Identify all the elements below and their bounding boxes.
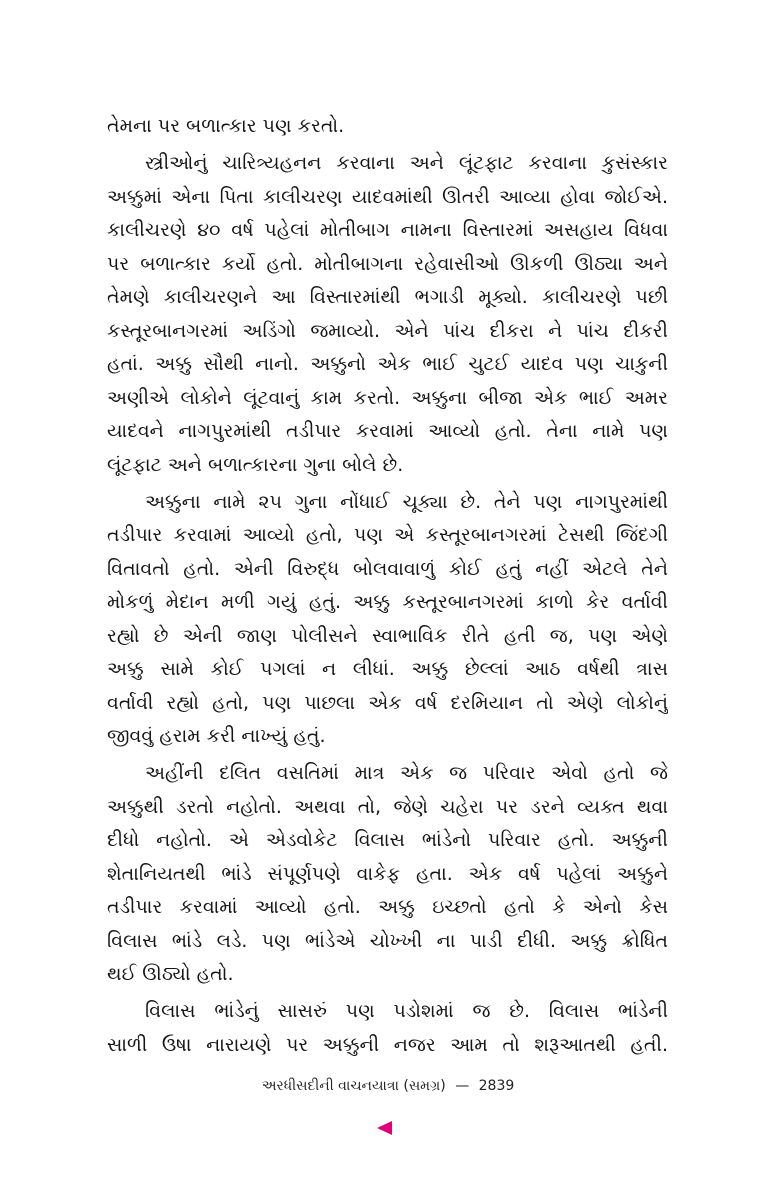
- text-line: સ્ત્રીઓનું ચારિત્ર્યહનન કરવાના અને લૂંટફાટ કરવાના કુસંસ્કાર: [145, 152, 668, 174]
- text-line: તેમના પર બળાત્કાર પણ કરતો.: [107, 115, 345, 137]
- text-line: વિલાસ ભાંડે લડે. પણ ભાંડેએ ચોખ્ખી ના પાડી દીધી. અક્કુ ક્રોધિત: [107, 929, 668, 952]
- body-text: [107, 110, 668, 1062]
- paragraph: [107, 995, 668, 1062]
- text-line: અક્કુના નામે ૨૫ ગુના નોંધાઈ ચૂક્યા છે. તેને પણ નાગપુરમાંથી: [145, 490, 668, 513]
- text-line: અણીએ લોકોને લૂંટવાનું કામ કરતો. અક્કુના બીજા એક ભાઈ અમર: [107, 386, 668, 409]
- text-line: સાળી ઉષા નારાયણે પર અક્કુની નજર આમ તો શરૂઆતથી હતી.: [107, 1033, 668, 1056]
- text-line: તેમણે કાલીચરણને આ વિસ્તારમાંથી ભગાડી મૂક્યો. કાલીચરણે પછી: [107, 286, 668, 308]
- text-line: પર બળાત્કાર કર્યો હતો. મોતીબાગના રહેવાસીઓ ઊકળી ઊઠ્યા અને: [107, 252, 668, 275]
- page-number: 2839: [478, 1078, 515, 1094]
- text-line: દીધો નહોતો. એ એડવોકેટ વિલાસ ભાંડેનો પરિવાર હતો. અક્કુની: [107, 829, 668, 851]
- text-line: હતાં. અક્કુ સૌથી નાનો. અક્કુનો એક ભાઈ ચુટઈ યાદવ પણ ચાકુની: [107, 353, 668, 375]
- footer-separator: —: [455, 1078, 470, 1094]
- text-line: તડીપાર કરવામાં આવ્યો હતો, પણ એ કસ્તૂરબાનગરમાં ટેસથી જિંદગી: [107, 524, 668, 546]
- text-line: અક્કુમાં એના પિતા કાલીચરણ યાદવમાંથી ઊતરી આવ્યા હોવા જોઈએ.: [107, 185, 668, 208]
- paragraph: [107, 147, 668, 482]
- text-line: કસ્તૂરબાનગરમાં અડિંગો જમાવ્યો. એને પાંચ દીકરા ને પાંચ દીકરી: [107, 319, 668, 342]
- text-line: થઈ ઊઠ્યો હતો.: [107, 963, 234, 985]
- paragraph: [107, 110, 668, 144]
- text-line: અક્કુથી ડરતો નહોતો. અથવા તો, જેણે ચહેરા પર ડરને વ્યક્ત થવા: [107, 795, 668, 818]
- footer-book-title: અરધીસદીની વાચનયાત્રા (સમગ્ર): [261, 1078, 446, 1094]
- page-footer: [0, 1074, 776, 1098]
- paragraph: [107, 486, 668, 754]
- text-line: અક્કુ સામે કોઈ પગલાં ન લીધાં. અક્કુ છેલ્લાં આઠ વર્ષથી ત્રાસ: [107, 658, 668, 680]
- text-line: કાલીચરણે ૪૦ વર્ષ પહેલાં મોતીબાગ નામના વિસ્તારમાં અસહાય વિધવા: [107, 219, 668, 241]
- text-line: લૂંટફાટ અને બળાત્કારના ગુના બોલે છે.: [107, 453, 404, 476]
- text-line: વિતાવતો હતો. એની વિરુદ્ધ બોલવાવાળું કોઈ હતું નહીં એટલે તેને: [107, 557, 668, 580]
- text-line: જીવવું હરામ કરી નાખ્યું હતું.: [107, 725, 326, 747]
- text-line: વિલાસ ભાંડેનું સાસરું પણ પડોશમાં જ છે. વિલાસ ભાંડેની: [145, 1000, 668, 1022]
- text-line: અહીંની દલિત વસતિમાં માત્ર એક જ પરિવાર એવો હતો જે: [145, 762, 668, 784]
- paragraph: [107, 757, 668, 992]
- text-line: તડીપાર કરવામાં આવ્યો હતો. અક્કુ ઇચ્છતો હતો કે એનો કેસ: [107, 896, 668, 918]
- text-line: રહ્યો છે એની જાણ પોલીસને સ્વાભાવિક રીતે હતી જ, પણ એણે: [107, 624, 668, 647]
- text-line: મોકળું મેદાન મળી ગયું હતું. અક્કુ કસ્તૂરબાનગરમાં કાળો કેર વર્તાવી: [107, 591, 668, 613]
- text-line: શેતાનિયતથી ભાંડે સંપૂર્ણપણે વાકેફ હતા. એક વર્ષ પહેલાં અક્કુને: [107, 862, 668, 885]
- text-line: યાદવને નાગપુરમાંથી તડીપાર કરવામાં આવ્યો હતો. તેના નામે પણ: [107, 420, 668, 442]
- text-line: વર્તાવી રહ્યો હતો, પણ પાછલા એક વર્ષ દરમિયાન તો એણે લોકોનું: [107, 691, 668, 714]
- triangle-left-icon[interactable]: [377, 1121, 392, 1135]
